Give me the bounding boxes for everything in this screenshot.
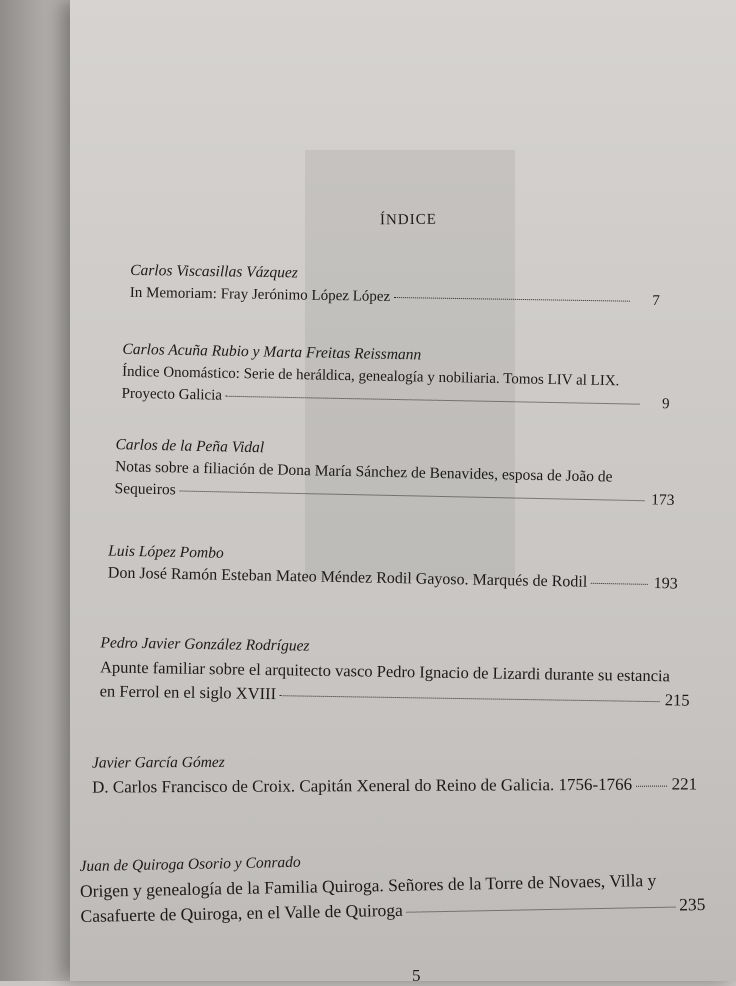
entry-author: Luis López Pombo [108, 542, 224, 562]
toc-entry [99, 631, 690, 712]
page-number: 173 [651, 491, 675, 509]
toc-entry [79, 842, 705, 929]
leader-dots [180, 490, 645, 501]
entry-title: Notas sobre a filiación de Dona María Sánchez de Benavides, esposa de João de [114, 458, 613, 486]
entry-title: Apunte familiar sobre el arquitecto vasco Pedro Ignacio de Lizardi durante su estancia [99, 657, 671, 686]
entry-author: Pedro Javier González Rodríguez [100, 634, 310, 655]
entry-line [92, 772, 697, 799]
leader-dots [226, 396, 640, 405]
page-title: ÍNDICE [379, 211, 437, 229]
leader-dots [591, 583, 648, 585]
folio-number: 5 [412, 966, 421, 985]
entry-title-cont: en Ferrol en el siglo XVIII [99, 681, 277, 704]
toc-entry [121, 339, 670, 416]
page-number: 221 [671, 774, 698, 794]
toc-entry [114, 434, 675, 512]
entry-title: D. Carlos Francisco de Croix. Capitán Xeneral do Reino de Galicia. 1756-1766 [92, 774, 633, 797]
page-number: 235 [678, 893, 706, 915]
toc-entry [92, 748, 697, 799]
toc-entry [130, 260, 661, 312]
leader-dots [407, 907, 675, 913]
entry-author: Javier García Gómez [91, 753, 225, 772]
entry-title: Don José Ramón Esteban Mateo Méndez Rodil Gayoso. Marqués de Rodil [107, 564, 588, 591]
entry-author: Carlos de la Peña Vidal [115, 436, 265, 457]
entry-title: Índice Onomástico: Serie de heráldica, genealogía y nobiliaria. Tomos LIV al LIX. [121, 363, 620, 390]
entry-title-cont: Proyecto Galicia [121, 385, 223, 404]
entry-title: In Memoriam: Fray Jerónimo López López [129, 284, 391, 305]
leader-dots [636, 786, 667, 787]
entry-title: Origen y genealogía de la Familia Quiroga. Señores de la Torre de Novaes, Villa y [79, 869, 657, 901]
page-number: 193 [653, 575, 678, 593]
entry-author: Carlos Viscasillas Vázquez [130, 261, 298, 282]
page-number: 215 [664, 690, 690, 710]
entry-author: Carlos Acuña Rubio y Marta Freitas Reissmann [122, 340, 422, 364]
entry-title-cont: Casafuerte de Quiroga, en el Valle de Quiroga [80, 899, 404, 926]
page-number: 9 [661, 396, 670, 413]
entry-author: Juan de Quiroga Osorio y Conrado [79, 853, 301, 876]
leader-dots [394, 297, 630, 302]
page-number: 7 [652, 293, 660, 310]
leader-dots [280, 695, 660, 702]
entry-title-cont: Sequeiros [114, 480, 176, 499]
